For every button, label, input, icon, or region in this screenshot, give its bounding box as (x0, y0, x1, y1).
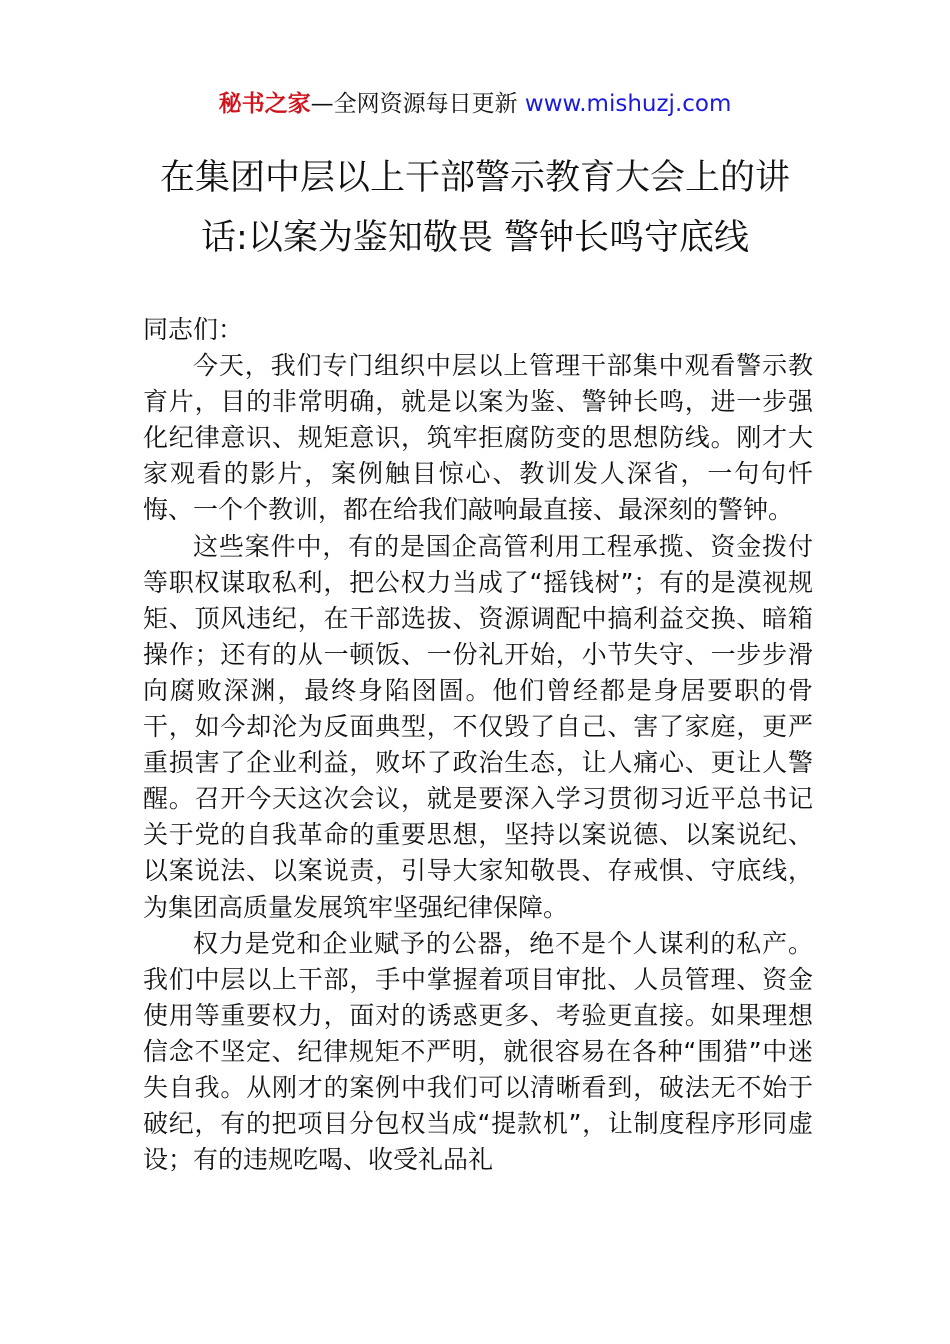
document-title (150, 148, 800, 268)
paragraph-3: 权力是党和企业赋予的公器，绝不是个人谋利的私产。我们中层以上干部，手中掌握着项目审批、人员管理、资金使用等重要权力，面对的诱惑更多、考验更直接。如果理想信念不坚定、纪律规矩不严明，就很容易在各种“围猎”中迷失自我。从刚才的案例中我们可以清晰看到，破法无不始于破纪，有的把项目分包权当成“提款机”，让制度程序形同虚设；有的违规吃喝、收受礼品礼 (143, 928, 813, 1175)
site-url-link[interactable]: www.mishuzj.com (524, 91, 732, 117)
salutation: 同志们： (143, 315, 244, 344)
paragraph-2: 这些案件中，有的是国企高管利用工程承揽、资金拨付等职权谋取私利，把公权力当成了“摇钱树”；有的是漠视规矩、顶风违纪，在干部选拔、资源调配中搞利益交换、暗箱操作；还有的从一顿饭、一份礼开始，小节失守、一步步滑向腐败深渊，最终身陷囹圄。他们曾经都是身居要职的骨干，如今却沦为反面典型，不仅毁了自己、害了家庭，更严重损害了企业利益，败坏了政治生态，让人痛心、更让人警醒。召开今天这次会议，就是要深入学习贯彻习近平总书记关于党的自我革命的重要思想，坚持以案说德、以案说纪、以案说法、以案说责，引导大家知敬畏、存戒惧、守底线，为集团高质量发展筑牢坚强纪律保障。 (143, 531, 813, 922)
title-line-1: 在集团中层以上干部警示教育大会上的讲 (159, 158, 790, 198)
title-line-2: 话:以案为鉴知敬畏 警钟长鸣守底线 (201, 218, 749, 258)
site-header (0, 88, 950, 120)
site-tagline: —全网资源每日更新 (310, 91, 525, 117)
paragraph-1: 今天，我们专门组织中层以上管理干部集中观看警示教育片，目的非常明确，就是以案为鉴、警钟长鸣，进一步强化纪律意识、规矩意识，筑牢拒腐防变的思想防线。刚才大家观看的影片，案例触目惊心、教训发人深省，一句句忏悔、一个个教训，都在给我们敲响最直接、最深刻的警钟。 (143, 351, 813, 525)
site-brand: 秘书之家 (218, 91, 311, 117)
document-body (143, 312, 813, 1178)
